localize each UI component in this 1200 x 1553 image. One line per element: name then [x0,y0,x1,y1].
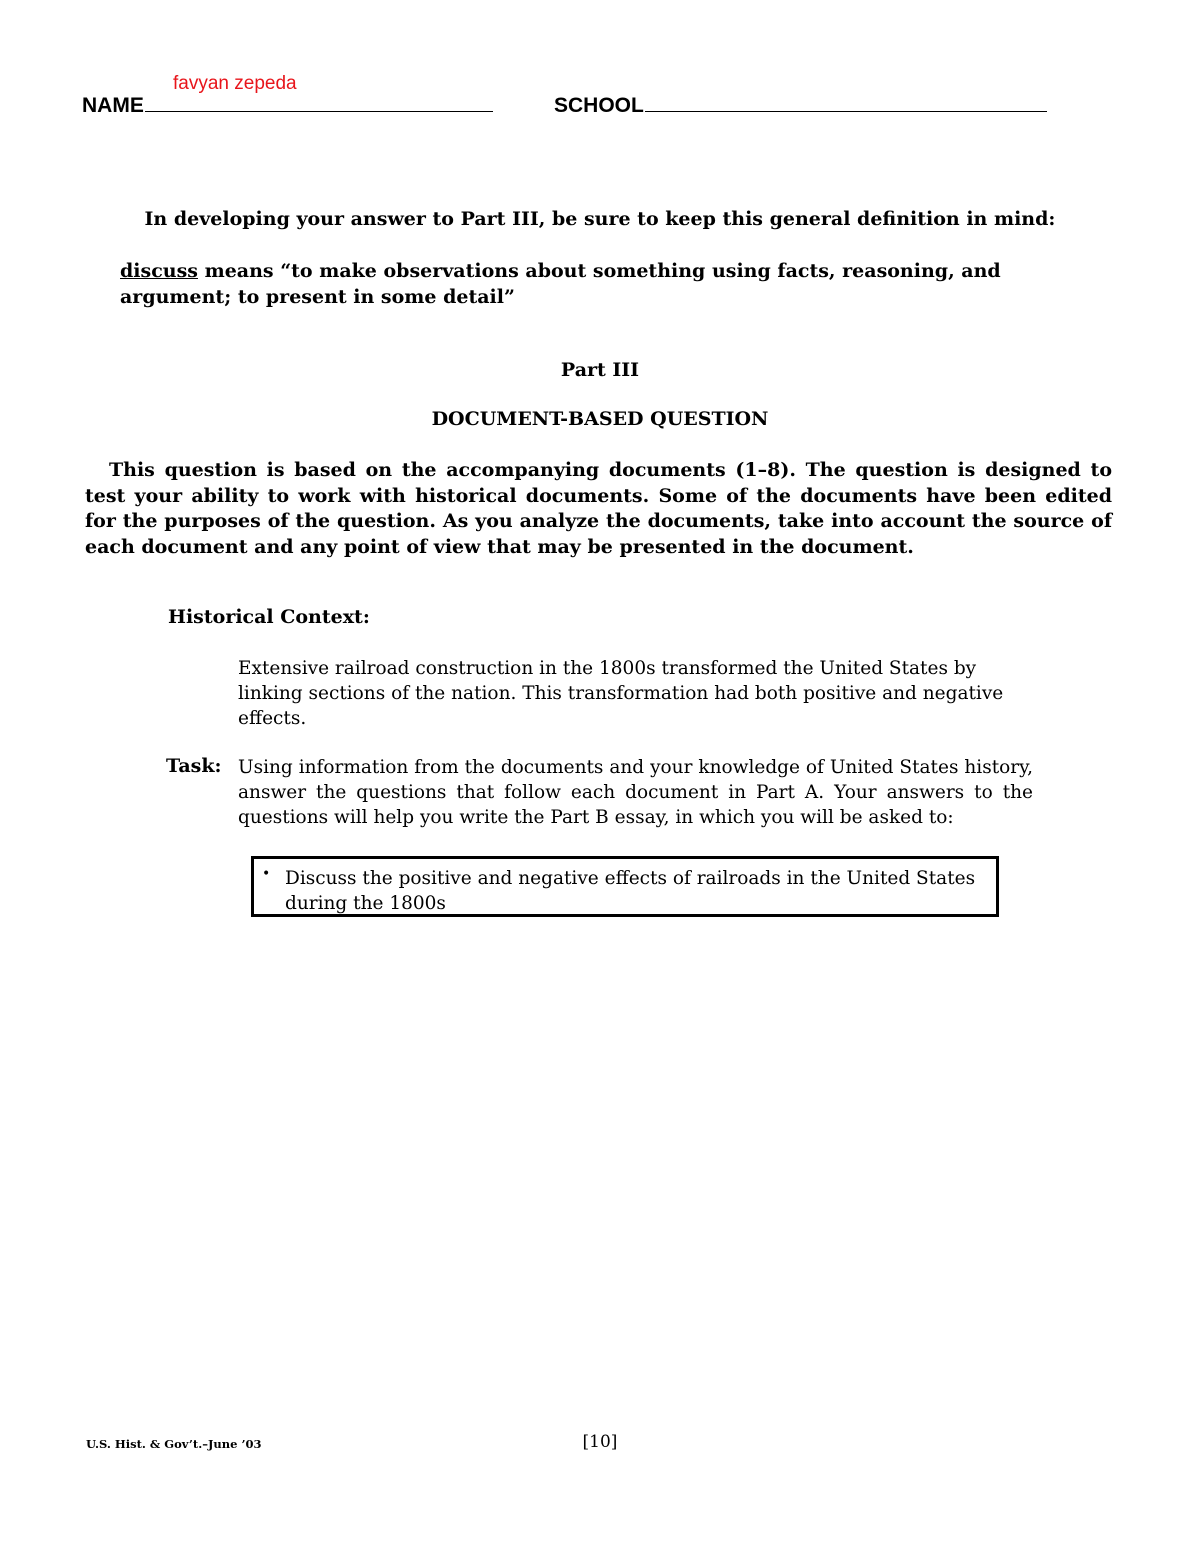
definition [120,258,1110,310]
task-text: Using information from the documents and your knowledge of United States history, answer the questions that follow each document in Part A. Your answers to the questions will help you write the Part B essay, in which you will be asked to: [238,757,1033,828]
historical-context-text: Extensive railroad construction in the 1800s transformed the United States by linking sections of the nation. This transformation had both positive and negative effects. [238,658,1004,729]
page-number: [10] [582,1432,618,1452]
footer-course: U.S. Hist. & Gov’t.–June ’03 [86,1437,262,1451]
part-subtitle: DOCUMENT-BASED QUESTION [431,408,769,430]
bullet-icon: • [262,866,271,882]
historical-context-label: Historical Context: [168,606,370,628]
part-title: Part III [560,359,640,381]
task-label: Task: [166,755,222,777]
task-item: Discuss the positive and negative effects of railroads in the United States during the 1800s [285,868,976,914]
school-field [554,94,1047,118]
definition-term: discuss [120,260,198,282]
school-underline [645,110,1047,112]
school-label: SCHOOL [554,94,644,117]
name-field [82,94,493,118]
name-value[interactable]: favyan zepeda [173,73,297,94]
definition-instruction: In developing your answer to Part III, be sure to keep this general definition in mind: [144,208,1056,230]
name-label: NAME [82,94,144,117]
question-instructions: This question is based on the accompanying documents (1–8). The question is designed to test your ability to work with historical documents. Some of the documents have been edited for the purposes of the question. As you analyze the documents, take into account the source of each document and any point of view that may be presented in the document. [85,459,1112,558]
definition-text: means “to make observations about something using facts, reasoning, and argument; to present in some detail” [120,260,1001,308]
name-underline [145,110,493,112]
